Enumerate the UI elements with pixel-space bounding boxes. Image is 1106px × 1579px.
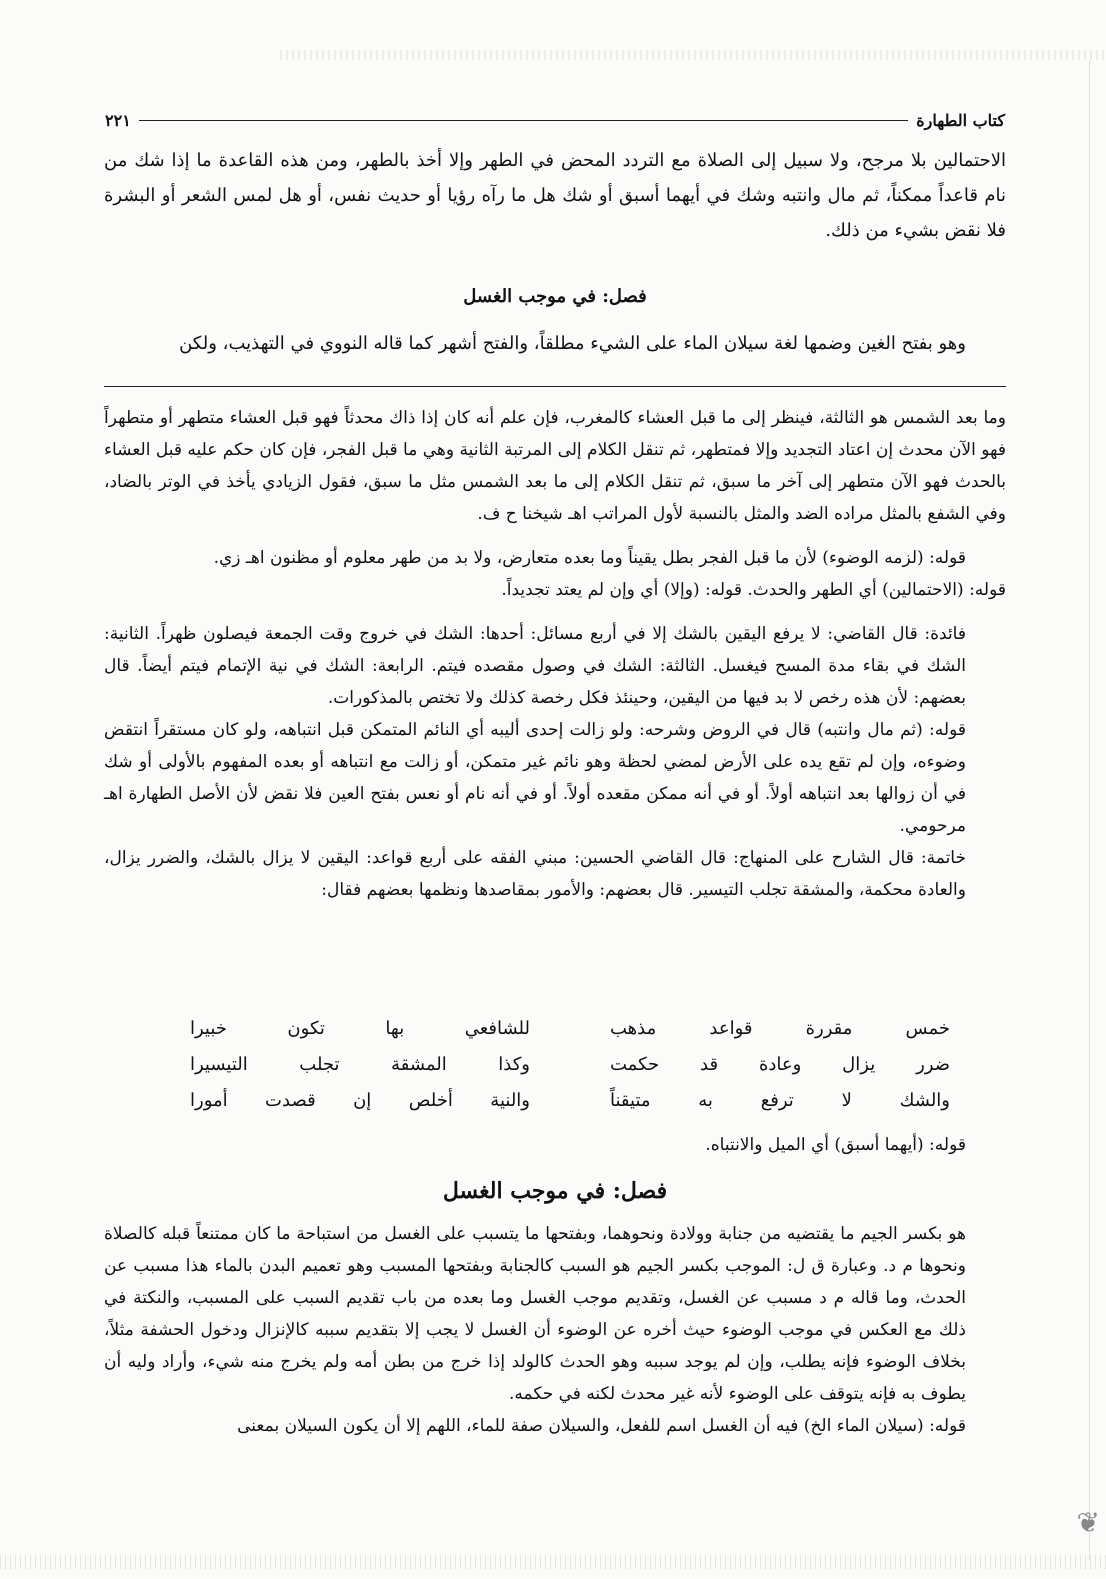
section-heading-1: فصل: في موجب الغسل <box>463 286 647 307</box>
note-paragraph: قوله: (لزمه الوضوء) لأن ما قبل الفجر بطل يقيناً وما بعده متعارض، ولا بد من طهر معلوم أو مظنون اهـ زي. <box>213 548 966 568</box>
verse-hemistich: والنية أخلص إن قصدت أمورا <box>190 1090 530 1111</box>
section2-paragraph: قوله: (سيلان الماء الخ) فيه أن الغسل اسم للفعل، والسيلان صفة للماء، اللهم إلا أن يكون السيلان بمعنى <box>237 1416 966 1436</box>
poem <box>190 1011 950 1119</box>
section-heading-2: فصل: في موجب الغسل <box>442 1178 668 1204</box>
footnote-divider <box>104 386 1006 387</box>
note-paragraph: قوله: (الاحتمالين) أي الطهر والحدث. قوله: (وإلا) أي وإن لم يعتد تجديداً. <box>501 580 1006 600</box>
poem-verse <box>190 1047 950 1083</box>
poem-verse <box>190 1011 950 1047</box>
section2-text <box>104 1218 1006 1442</box>
section1-paragraph: وهو بفتح الغين وضمها لغة سيلان الماء على الشيء مطلقاً، والفتح أشهر كما قاله النووي في التهذيب، ولكن <box>179 333 966 354</box>
page-header <box>105 106 1005 134</box>
verse-hemistich: للشافعي بها تكون خبيرا <box>190 1018 530 1039</box>
verse-hemistich: ضرر يزال وعادة قد حكمت <box>610 1054 950 1075</box>
scan-artifact-top <box>280 50 1106 60</box>
main-paragraph: الاحتمالين بلا مرجح، ولا سبيل إلى الصلاة مع التردد المحض في الطهر وإلا أخذ بالطهر، ومن هذه القاعدة ما إذا شك من نام قاعداً ممكناً، ثم مال وانتبه وشك في أيهما أسبق أو شك هل ما رآه رؤيا أو حديث نفس، أو هل لمس الشعر أو البشرة فلا نقض بشيء من ذلك. <box>104 150 1006 241</box>
section1-text <box>104 326 1006 361</box>
header-rule <box>139 120 908 121</box>
scan-artifact-bottom <box>0 1555 1106 1569</box>
note-paragraph: فائدة: قال القاضي: لا يرفع اليقين بالشك إلا في أربع مسائل: أحدها: الشك في خروج وقت الجمعة فيصلون ظهراً. الثانية: الشك في بقاء مدة المسح فيغسل. الثالثة: الشك في وصول مقصده فيتم. الرابعة: الشك في نية الإتمام فيتم أيضاً. قال بعضهم: لأن هذه رخص لا بد فيها من اليقين، وحينئذ فكل رخصة كذلك ولا تختص بالمذكورات. <box>104 624 966 708</box>
scan-artifact-right <box>1089 60 1106 1560</box>
margin-ornament-icon: ❦ <box>1076 1506 1100 1539</box>
footnotes <box>104 402 1006 906</box>
main-text <box>104 143 1006 248</box>
note-paragraph: قوله: (ثم مال وانتبه) قال في الروض وشرحه: ولو زالت إحدى أليبه أي النائم المتمكن قبل انتباهه، ولو كان مستقراً انتقض وضوءه، وإن لم تقع يده على الأرض لمضي لحظة وهو نائم غير متمكن، أو زالت مع انتباهه أو بعده المفهوم بالأولى أو شك في أن زوالها بعد انتباهه أولاً. أو في أنه ممكن مقعده أولاً. أو في أنه نام أو نعس بفتح العين فلا نقض لأن الأصل الطهارة اهـ مرحومي. <box>104 720 966 836</box>
running-title: كتاب الطهارة <box>916 110 1005 130</box>
note-paragraph: خاتمة: قال الشارح على المنهاج: قال القاضي الحسين: مبني الفقه على أربع قواعد: اليقين لا يزال بالشك، والضرر يزال، والعادة محكمة، والمشقة تجلب التيسير. قال بعضهم: والأمور بمقاصدها ونظمها بعضهم فقال: <box>104 848 966 900</box>
note-after-poem <box>104 1129 1006 1161</box>
verse-hemistich: وكذا المشقة تجلب التيسيرا <box>190 1054 530 1075</box>
poem-verse <box>190 1083 950 1119</box>
verse-hemistich: والشك لا ترفع به متيقناً <box>610 1090 950 1111</box>
note-paragraph: وما بعد الشمس هو الثالثة، فينظر إلى ما قبل العشاء كالمغرب، فإن علم أنه كان إذا ذاك محدثاً فهو قبل العشاء متطهر أو متطهراً فهو الآن محدث إن اعتاد التجديد وإلا فمتطهر، ثم تنقل الكلام إلى المرتبة الثانية وهي ما قبل الفجر، فإن كان حكم عليه قبل العشاء بالحدث فهو الآن متطهر إلى آخر ما سبق، ثم تنقل الكلام إلى ما بعد الشمس مثل ما سبق، فقول الزيادي يأخذ في الوتر بالضاد، وفي الشفع بالمثل مراده الضد والمثل بالنسبة لأول المراتب اهـ شيخنا ح ف. <box>104 408 1006 524</box>
page-number: ٢٢١ <box>105 110 131 130</box>
note-paragraph: قوله: (أيهما أسبق) أي الميل والانتباه. <box>705 1135 966 1155</box>
section2-paragraph: هو بكسر الجيم ما يقتضيه من جنابة وولادة ونحوهما، وبفتحها ما يتسبب على الغسل من استباحة ما كان ممتنعاً قبله كالصلاة ونحوها م د. وعبارة ق ل: الموجب بكسر الجيم هو السبب كالجنابة وبفتحها المسبب وهو تعميم البدن بالماء هذا مسبب عن الحدث، وما قاله م د مسبب عن الغسل، وتقديم موجب الغسل وما بعده من باب تقديم السبب على المسبب، والنكتة في ذلك مع العكس في موجب الوضوء حيث أخره عن الوضوء أن الغسل لا يجب إلا بتقديم سببه كالإنزال ودخول الحشفة مثلاً، بخلاف الوضوء فإنه يطلب، وإن لم يوجد سببه وهو الحدث كالولد إذا خرج من بطن أمه ولم يخرج منه شيء، وأراد وليه أن يطوف به فإنه يتوقف على الوضوء لأنه غير محدث لكنه في حكمه. <box>104 1224 966 1404</box>
verse-hemistich: خمس مقررة قواعد مذهب <box>610 1018 950 1039</box>
